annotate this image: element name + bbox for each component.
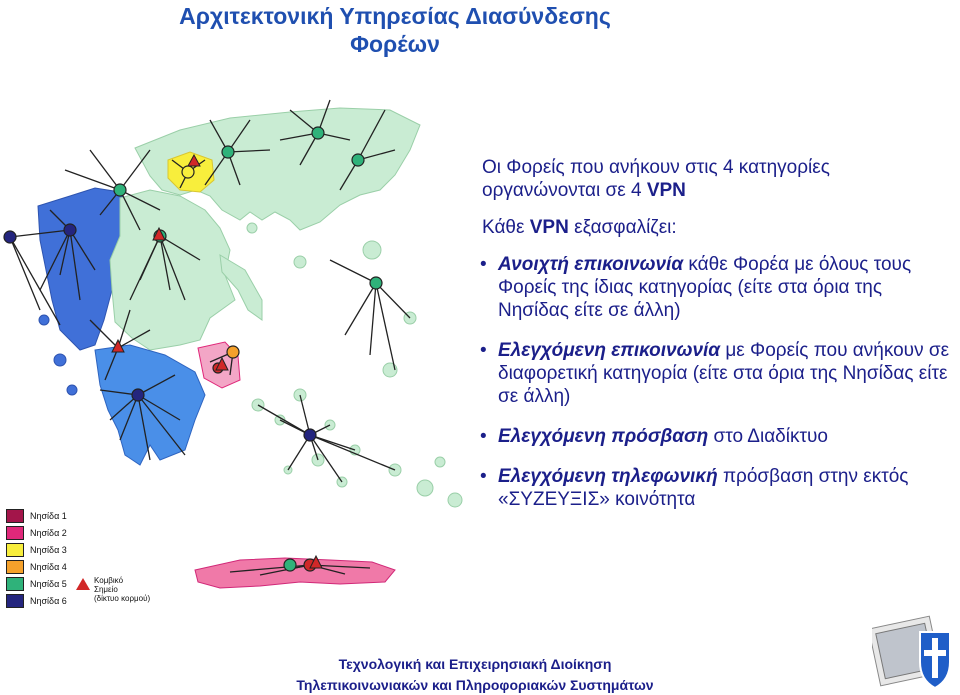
legend-label: Νησίδα 6: [30, 596, 67, 606]
legend-item: [6, 576, 67, 592]
legend-label: Νησίδα 3: [30, 545, 67, 555]
node-green-aegean: [370, 277, 382, 289]
bullet-text: με Φορείς που ανήκουν σε διαφορετική κατηγορία (είτε στα όρια της Νησίδας είτε σε άλλη): [498, 340, 950, 407]
triangle-icon: [76, 578, 90, 590]
node-orange: [227, 346, 239, 358]
legend-label: Νησίδα 4: [30, 562, 67, 572]
node-green-crete: [284, 559, 296, 571]
core-legend-line-2: Σημείο: [94, 585, 118, 594]
intro-line-3-prefix: Κάθε: [482, 217, 530, 238]
legend-swatch: [6, 543, 24, 557]
region-central: [110, 190, 235, 350]
legend-swatch: [6, 560, 24, 574]
footer-line-1: Τεχνολογική και Επιχειρησιακή Διοίκηση: [338, 656, 612, 672]
intro-vpn-bold: VPN: [646, 180, 686, 201]
bullet-text: πρόσβαση στην εκτός «ΣΥΖΕΥΞΙΣ» κοινότητα: [498, 466, 909, 510]
node-green-north-3: [312, 127, 324, 139]
node-blue-peloponnese: [132, 389, 144, 401]
intro-paragraph: [482, 156, 952, 202]
node-green-north: [114, 184, 126, 196]
legend-item: [6, 559, 67, 575]
list-item: [480, 253, 952, 322]
feature-list: [482, 253, 952, 511]
legend-item: [6, 525, 67, 541]
bullet-icon: •: [480, 340, 487, 361]
intro-line-1: Οι Φορείς που ανήκουν στις 4 κατηγορίες: [482, 157, 830, 178]
list-item: [480, 465, 952, 511]
core-legend-line-3: (δίκτυο κορμού): [94, 594, 151, 603]
core-node-legend: [76, 576, 150, 603]
intro-line-2-prefix: οργανώνονται σε 4: [482, 180, 647, 201]
bullet-emphasis: Ελεγχόμενη πρόσβαση: [498, 426, 709, 447]
footer-line-2: Τηλεπικοινωνιακών και Πληροφοριακών Συστημάτων: [296, 677, 654, 693]
node-blue-west: [64, 224, 76, 236]
node-green-north-4: [352, 154, 364, 166]
bullet-emphasis: Ελεγχόμενη επικοινωνία: [498, 340, 721, 361]
intro-line-3-vpn: VPN: [529, 217, 569, 238]
legend-swatch: [6, 577, 24, 591]
legend-item: [6, 542, 67, 558]
description-block: [482, 156, 952, 528]
legend-label: Νησίδα 1: [30, 511, 67, 521]
node-blue-west-edge: [4, 231, 16, 243]
bullet-text: κάθε Φορέα με όλους τους Φορείς της ίδιας κατηγορίας (είτε στα όρια της Νησίδας είτε σε άλλη): [498, 254, 912, 321]
bullet-text: στο Διαδίκτυο: [708, 426, 828, 447]
bullet-icon: •: [480, 426, 487, 447]
bullet-emphasis: Ανοιχτή επικοινωνία: [498, 254, 684, 275]
map-legend: [6, 508, 67, 610]
core-legend-line-1: Κομβικό: [94, 576, 124, 585]
core-node-legend-text: [94, 576, 150, 603]
bullet-emphasis: Ελεγχόμενη τηλεφωνική: [498, 466, 718, 487]
network-map: [0, 0, 480, 610]
title-line-2: Φορέων: [350, 31, 440, 57]
legend-swatch: [6, 509, 24, 523]
bullet-icon: •: [480, 254, 487, 275]
legend-label: Νησίδα 5: [30, 579, 67, 589]
list-item: [480, 339, 952, 408]
legend-item: [6, 508, 67, 524]
title-line-1: Αρχιτεκτονική Υπηρεσίας Διασύνδεσης: [179, 3, 611, 29]
legend-item: [6, 593, 67, 609]
list-item: [480, 425, 952, 448]
legend-swatch: [6, 526, 24, 540]
intro-line-3-suffix: εξασφαλίζει:: [568, 217, 677, 238]
legend-swatch: [6, 594, 24, 608]
region-islands: [247, 223, 462, 507]
emblem-logo: [872, 612, 956, 694]
legend-label: Νησίδα 2: [30, 528, 67, 538]
node-green-north-2: [222, 146, 234, 158]
bullet-icon: •: [480, 466, 487, 487]
node-blue-cyclades: [304, 429, 316, 441]
node-yellow: [182, 166, 194, 178]
intro-line-3: [482, 216, 952, 239]
